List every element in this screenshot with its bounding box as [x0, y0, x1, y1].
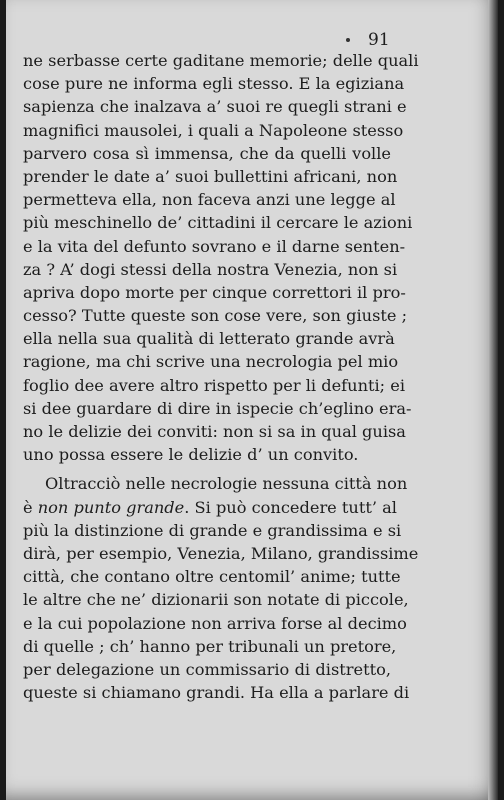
text-line: queste si chiamano grandi. Ha ella a parlare di: [23, 683, 410, 703]
paragraph-1: [23, 49, 419, 466]
text-line: za ? A’ dogi stessi della nostra Venezia, non si: [23, 259, 398, 279]
italic-phrase: non punto grande: [37, 497, 185, 517]
text-line: ragione, ma chi scrive una necrologia pel mio: [23, 352, 399, 372]
body-text: [23, 49, 419, 704]
text-line-mixed: [23, 496, 397, 519]
text-line: si dee guardare di dire in ispecie ch’eglino era-: [23, 398, 412, 418]
book-page: [6, 0, 498, 800]
text-line: dirà, per esempio, Venezia, Milano, grandissime: [23, 543, 419, 563]
text-line: per delegazione un commissario di distretto,: [23, 659, 391, 679]
text-line: foglio dee avere altro rispetto per li defunti; ei: [23, 375, 406, 395]
text-line: parvero cosa sì immensa, che da quelli volle: [23, 143, 391, 163]
text-line: cose pure ne informa egli stesso. E la egiziana: [23, 74, 405, 94]
text-line: prender le date a’ suoi bullettini africani, non: [23, 166, 398, 186]
text-line: più la distinzione di grande e grandissima e si: [23, 520, 402, 540]
text-line: cesso? Tutte queste son cose vere, son giuste ;: [23, 306, 408, 326]
text-run: è: [23, 497, 33, 517]
text-line: di quelle ; ch’ hanno per tribunali un pretore,: [23, 636, 397, 656]
text-line: permetteva ella, non faceva anzi une legge al: [23, 190, 396, 210]
text-line: e la cui popolazione non arriva forse al decimo: [23, 613, 407, 633]
paragraph-2: [23, 472, 419, 704]
text-run: . Si può concedere tutt’ al: [184, 497, 397, 517]
text-line: e la vita del defunto sovrano e il darne senten-: [23, 236, 406, 256]
text-line: più meschinello de’ cittadini il cercare le azioni: [23, 213, 413, 233]
text-line: le altre che ne’ dizionarii son notate di piccole,: [23, 590, 409, 610]
text-line: apriva dopo morte per cinque correttori il pro-: [23, 282, 406, 302]
page-edge-shadow: [488, 0, 498, 800]
text-line: uno possa essere le delizie d’ un convito.: [23, 445, 359, 465]
text-line: ne serbasse certe gaditane memorie; delle quali: [23, 51, 419, 70]
print-mark: [346, 38, 350, 42]
text-line: Oltracciò nelle necrologie nessuna città non: [45, 474, 408, 494]
text-line: no le delizie dei conviti: non si sa in qual guisa: [23, 422, 406, 441]
text-line: ella nella sua qualità di letterato grande avrà: [23, 329, 395, 349]
text-line: sapienza che inalzava a’ suoi re quegli strani e: [23, 97, 407, 117]
page-number: 91: [368, 30, 390, 50]
text-line: città, che contano oltre centomil’ anime; tutte: [23, 567, 401, 587]
text-line: magnifici mausolei, i quali a Napoleone stesso: [23, 120, 404, 140]
